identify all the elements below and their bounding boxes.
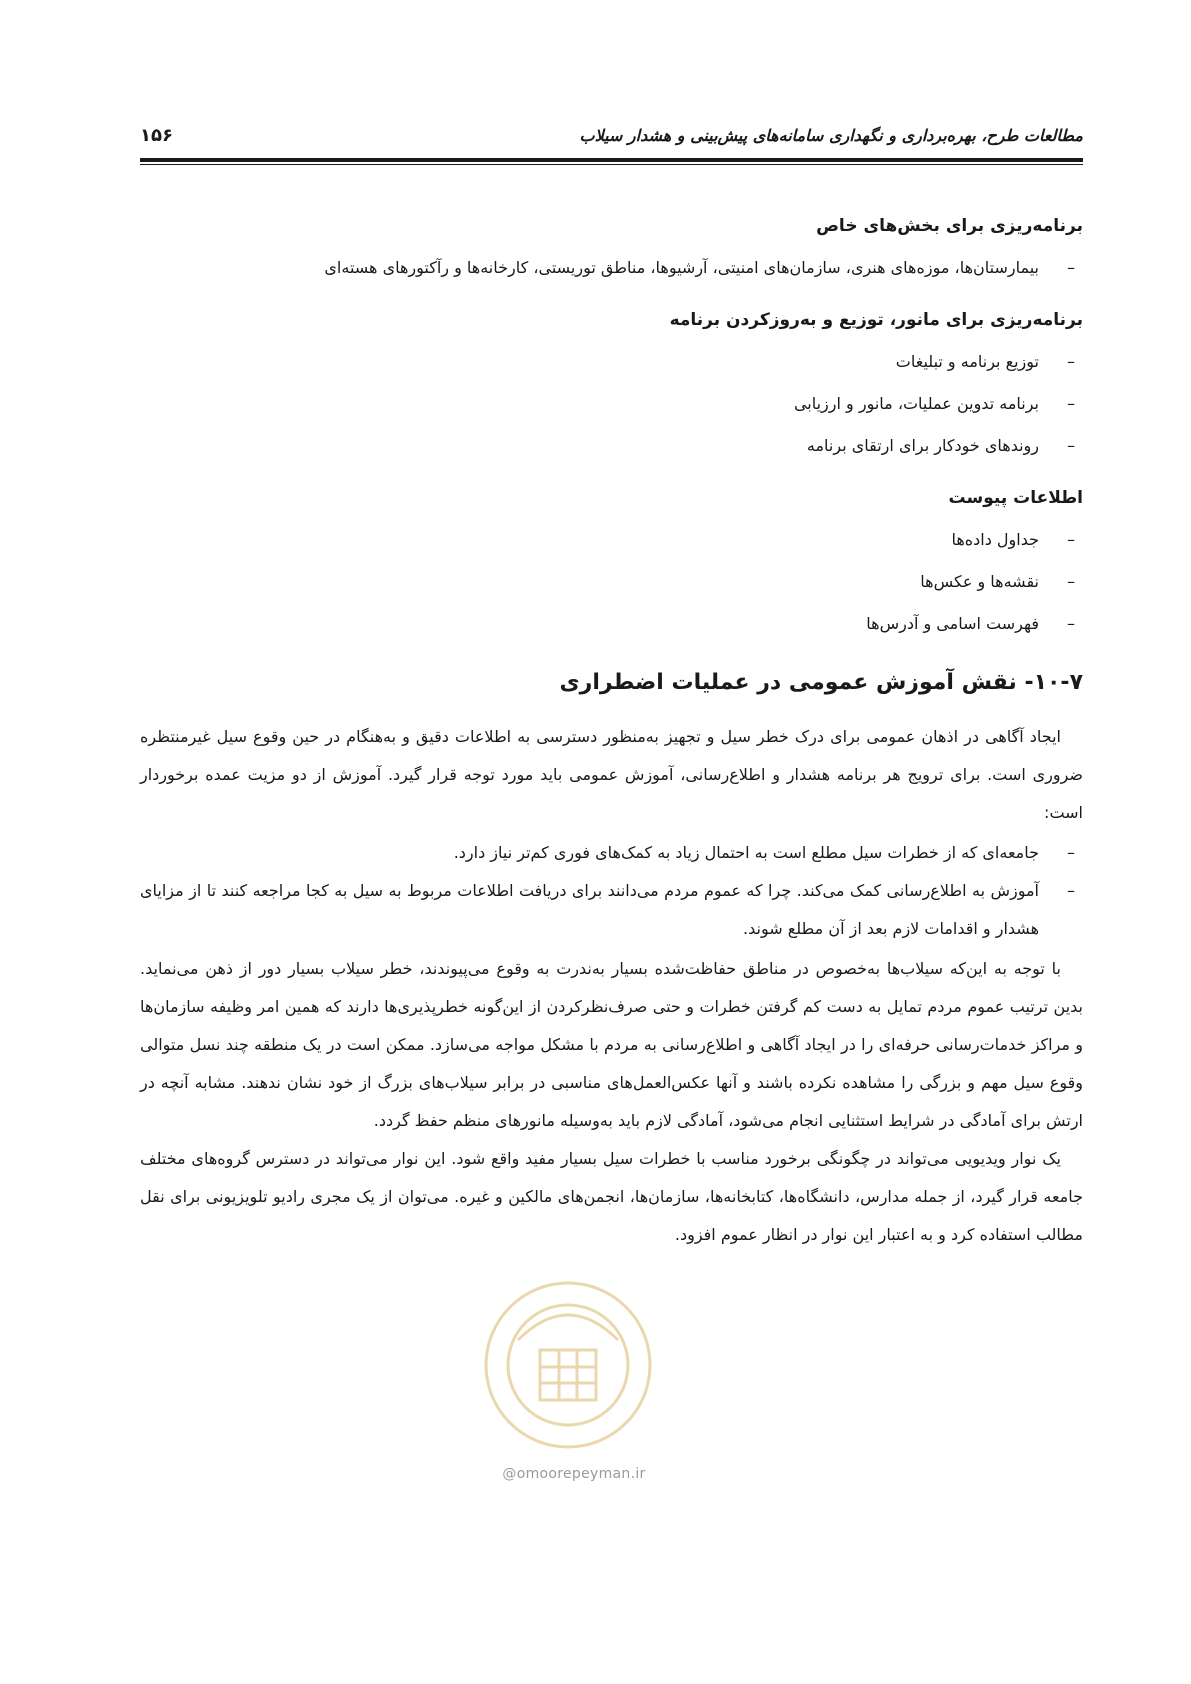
list-item: – فهرست اسامی و آدرس‌ها: [140, 610, 1039, 638]
page-content: [140, 212, 1083, 1254]
paragraph-awareness: ایجاد آگاهی در اذهان عمومی برای درک خطر سیل و تجهیز به‌منظور دسترسی به اطلاعات دقیق و به‌هنگام در حین وقوع سیل غیرمنتظره ضروری است. برای ترویج هر برنامه هشدار و اطلاع‌رسانی، آموزش عمومی باید مورد توجه قرار گیرد. آموزش از دو مزیت عمده برخوردار است:: [140, 727, 1083, 822]
special-sectors-list: [140, 254, 1083, 282]
header-rule-thin: [140, 164, 1083, 165]
watermark-url: @omoorepeyman.ir: [502, 1466, 646, 1482]
section-title: ۱۰-۷- نقش آموزش عمومی در عملیات اضطراری: [559, 670, 1083, 695]
subheading-special-sectors: برنامه‌ریزی برای بخش‌های خاص: [816, 216, 1083, 236]
paragraph-flood-risk: با توجه به این‌که سیلاب‌ها به‌خصوص در مناطق حفاظت‌شده بسیار به‌ندرت به وقوع می‌پیوندند، خطر سیلاب بسیار دور از ذهن می‌نماید. بدین ترتیب عموم مردم تمایل به دست کم گرفتن خطرات و حتی صرف‌نظرکردن از این‌گونه خطرپذیری‌ها دارند که همین امر وظیفه سازمان‌ها و مراکز خدمات‌رسانی حرفه‌ای را در ایجاد آگاهی و اطلاع‌رسانی به مردم با مشکل مواجه می‌سازد. ممکن است در یک منطقه چند نسل متوالی وقوع سیل مهم و بزرگی را مشاهده نکرده باشند و آنها عکس‌العمل‌های مناسبی در برابر سیلاب‌های بزرگ از خود نشان ندهند. مشابه آنچه در ارتش برای آمادگی در شرایط استثنایی انجام می‌شود، آمادگی لازم باید به‌وسیله مانورهای منظم حفظ گردد.: [140, 959, 1083, 1130]
list-item: – روندهای خودکار برای ارتقای برنامه: [140, 432, 1039, 460]
list-item: – توزیع برنامه و تبلیغات: [140, 348, 1039, 376]
paragraph-video: یک نوار ویدیویی می‌تواند در چگونگی برخورد مناسب با خطرات سیل بسیار مفید واقع شود. این نوار می‌تواند در دسترس گروه‌های مختلف جامعه قرار گیرد، از جمله مدارس، دانشگاه‌ها، کتابخانه‌ها، سازمان‌ها، انجمن‌های مالکین و غیره. می‌توان از یک مجری رادیو تلویزیونی برای نقل مطالب استفاده کرد و به اعتبار این نوار در انظار عموم افزود.: [140, 1149, 1083, 1244]
exercise-distribution-list: [140, 348, 1083, 460]
header-rule-thick: [140, 158, 1083, 162]
benefits-list: [140, 834, 1083, 948]
subheading-exercise-distribution: برنامه‌ریزی برای مانور، توزیع و به‌روزکردن برنامه: [669, 310, 1083, 330]
list-item: – بیمارستان‌ها، موزه‌های هنری، سازمان‌های امنیتی، آرشیوها، مناطق توریستی، کارخانه‌ها و رآکتورهای هسته‌ای: [140, 254, 1039, 282]
list-item: – جداول داده‌ها: [140, 526, 1039, 554]
subheading-appendix-info: اطلاعات پیوست: [948, 488, 1083, 508]
appendix-info-list: [140, 526, 1083, 638]
watermark-logo-icon: [478, 1270, 658, 1460]
list-item: – جامعه‌ای که از خطرات سیل مطلع است به احتمال زیاد به کمک‌های فوری کم‌تر نیاز دارد.: [140, 834, 1039, 872]
list-item: – نقشه‌ها و عکس‌ها: [140, 568, 1039, 596]
running-title: مطالعات طرح، بهره‌برداری و نگهداری سامانه‌های پیش‌بینی و هشدار سیلاب: [579, 125, 1083, 145]
list-item: – آموزش به اطلاع‌رسانی کمک می‌کند. چرا که عموم مردم می‌دانند برای دریافت اطلاعات مربوط به سیل به کجا مراجعه کنند تا از مزایای هشدار و اقدامات لازم بعد از آن مطلع شوند.: [140, 872, 1039, 948]
running-header: [140, 118, 1083, 152]
list-item: – برنامه تدوین عملیات، مانور و ارزیابی: [140, 390, 1039, 418]
page-number: ۱۵۶: [140, 124, 173, 146]
